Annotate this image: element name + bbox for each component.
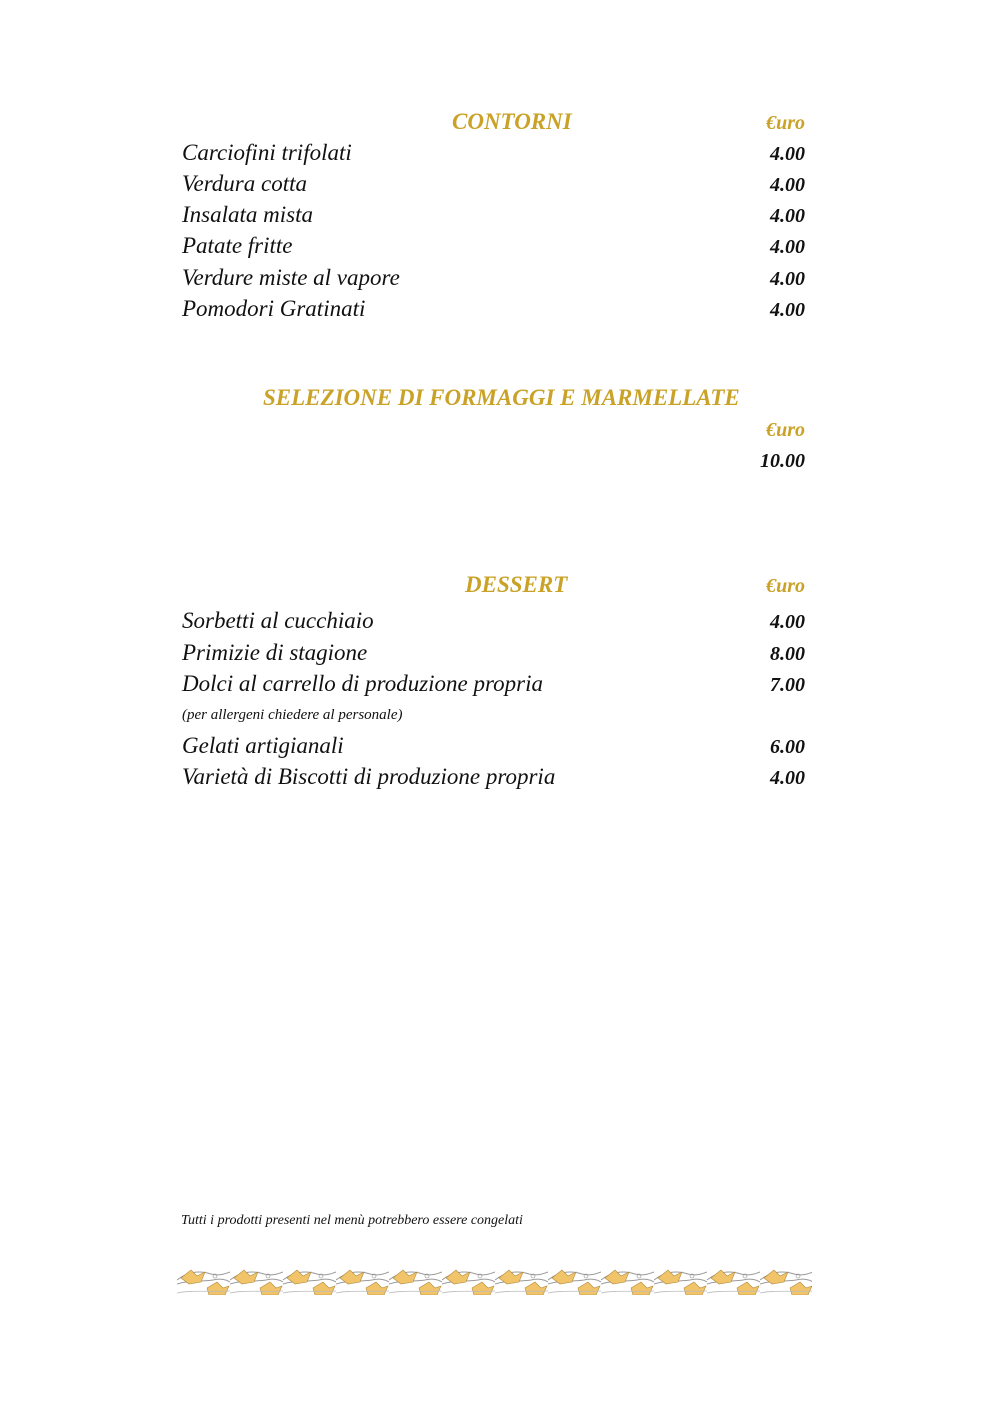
- menu-item-price: 7.00: [770, 674, 805, 696]
- menu-item: Verdure miste al vapore: [182, 265, 400, 290]
- section-title-formaggi: SELEZIONE DI FORMAGGI E MARMELLATE: [263, 385, 740, 410]
- menu-item: Primizie di stagione: [182, 640, 368, 665]
- menu-item-price: 4.00: [770, 611, 805, 633]
- menu-item-price: 4.00: [770, 174, 805, 196]
- section-title-dessert: DESSERT: [465, 572, 568, 597]
- allergen-note: (per allergeni chiedere al personale): [182, 707, 403, 723]
- menu-item-price: 4.00: [770, 236, 805, 258]
- footer-note: Tutti i prodotti presenti nel menù potrebbero essere congelati: [181, 1213, 523, 1228]
- bird-pattern-border: [177, 1266, 812, 1295]
- menu-item-price: 4.00: [770, 767, 805, 789]
- menu-item: Varietà di Biscotti di produzione propria: [182, 764, 556, 789]
- menu-item-price: 6.00: [770, 736, 805, 758]
- menu-item-price: 4.00: [770, 205, 805, 227]
- currency-label-formaggi: €uro: [766, 419, 805, 441]
- menu-item: Pomodori Gratinati: [182, 296, 366, 321]
- menu-item: Sorbetti al cucchiaio: [182, 608, 374, 633]
- menu-item-price: 4.00: [770, 143, 805, 165]
- menu-item: Verdura cotta: [182, 171, 307, 196]
- currency-label-dessert: €uro: [766, 575, 805, 597]
- menu-item-price: 8.00: [770, 643, 805, 665]
- menu-item: Gelati artigianali: [182, 733, 344, 758]
- section-title-contorni: CONTORNI: [452, 109, 572, 134]
- currency-label-contorni: €uro: [766, 112, 805, 134]
- menu-item: Carciofini trifolati: [182, 140, 352, 165]
- menu-item: Patate fritte: [182, 233, 293, 258]
- formaggi-price: 10.00: [760, 450, 805, 472]
- menu-item: Dolci al carrello di produzione propria: [182, 671, 543, 696]
- menu-item-price: 4.00: [770, 299, 805, 321]
- menu-item: Insalata mista: [182, 202, 313, 227]
- menu-item-price: 4.00: [770, 268, 805, 290]
